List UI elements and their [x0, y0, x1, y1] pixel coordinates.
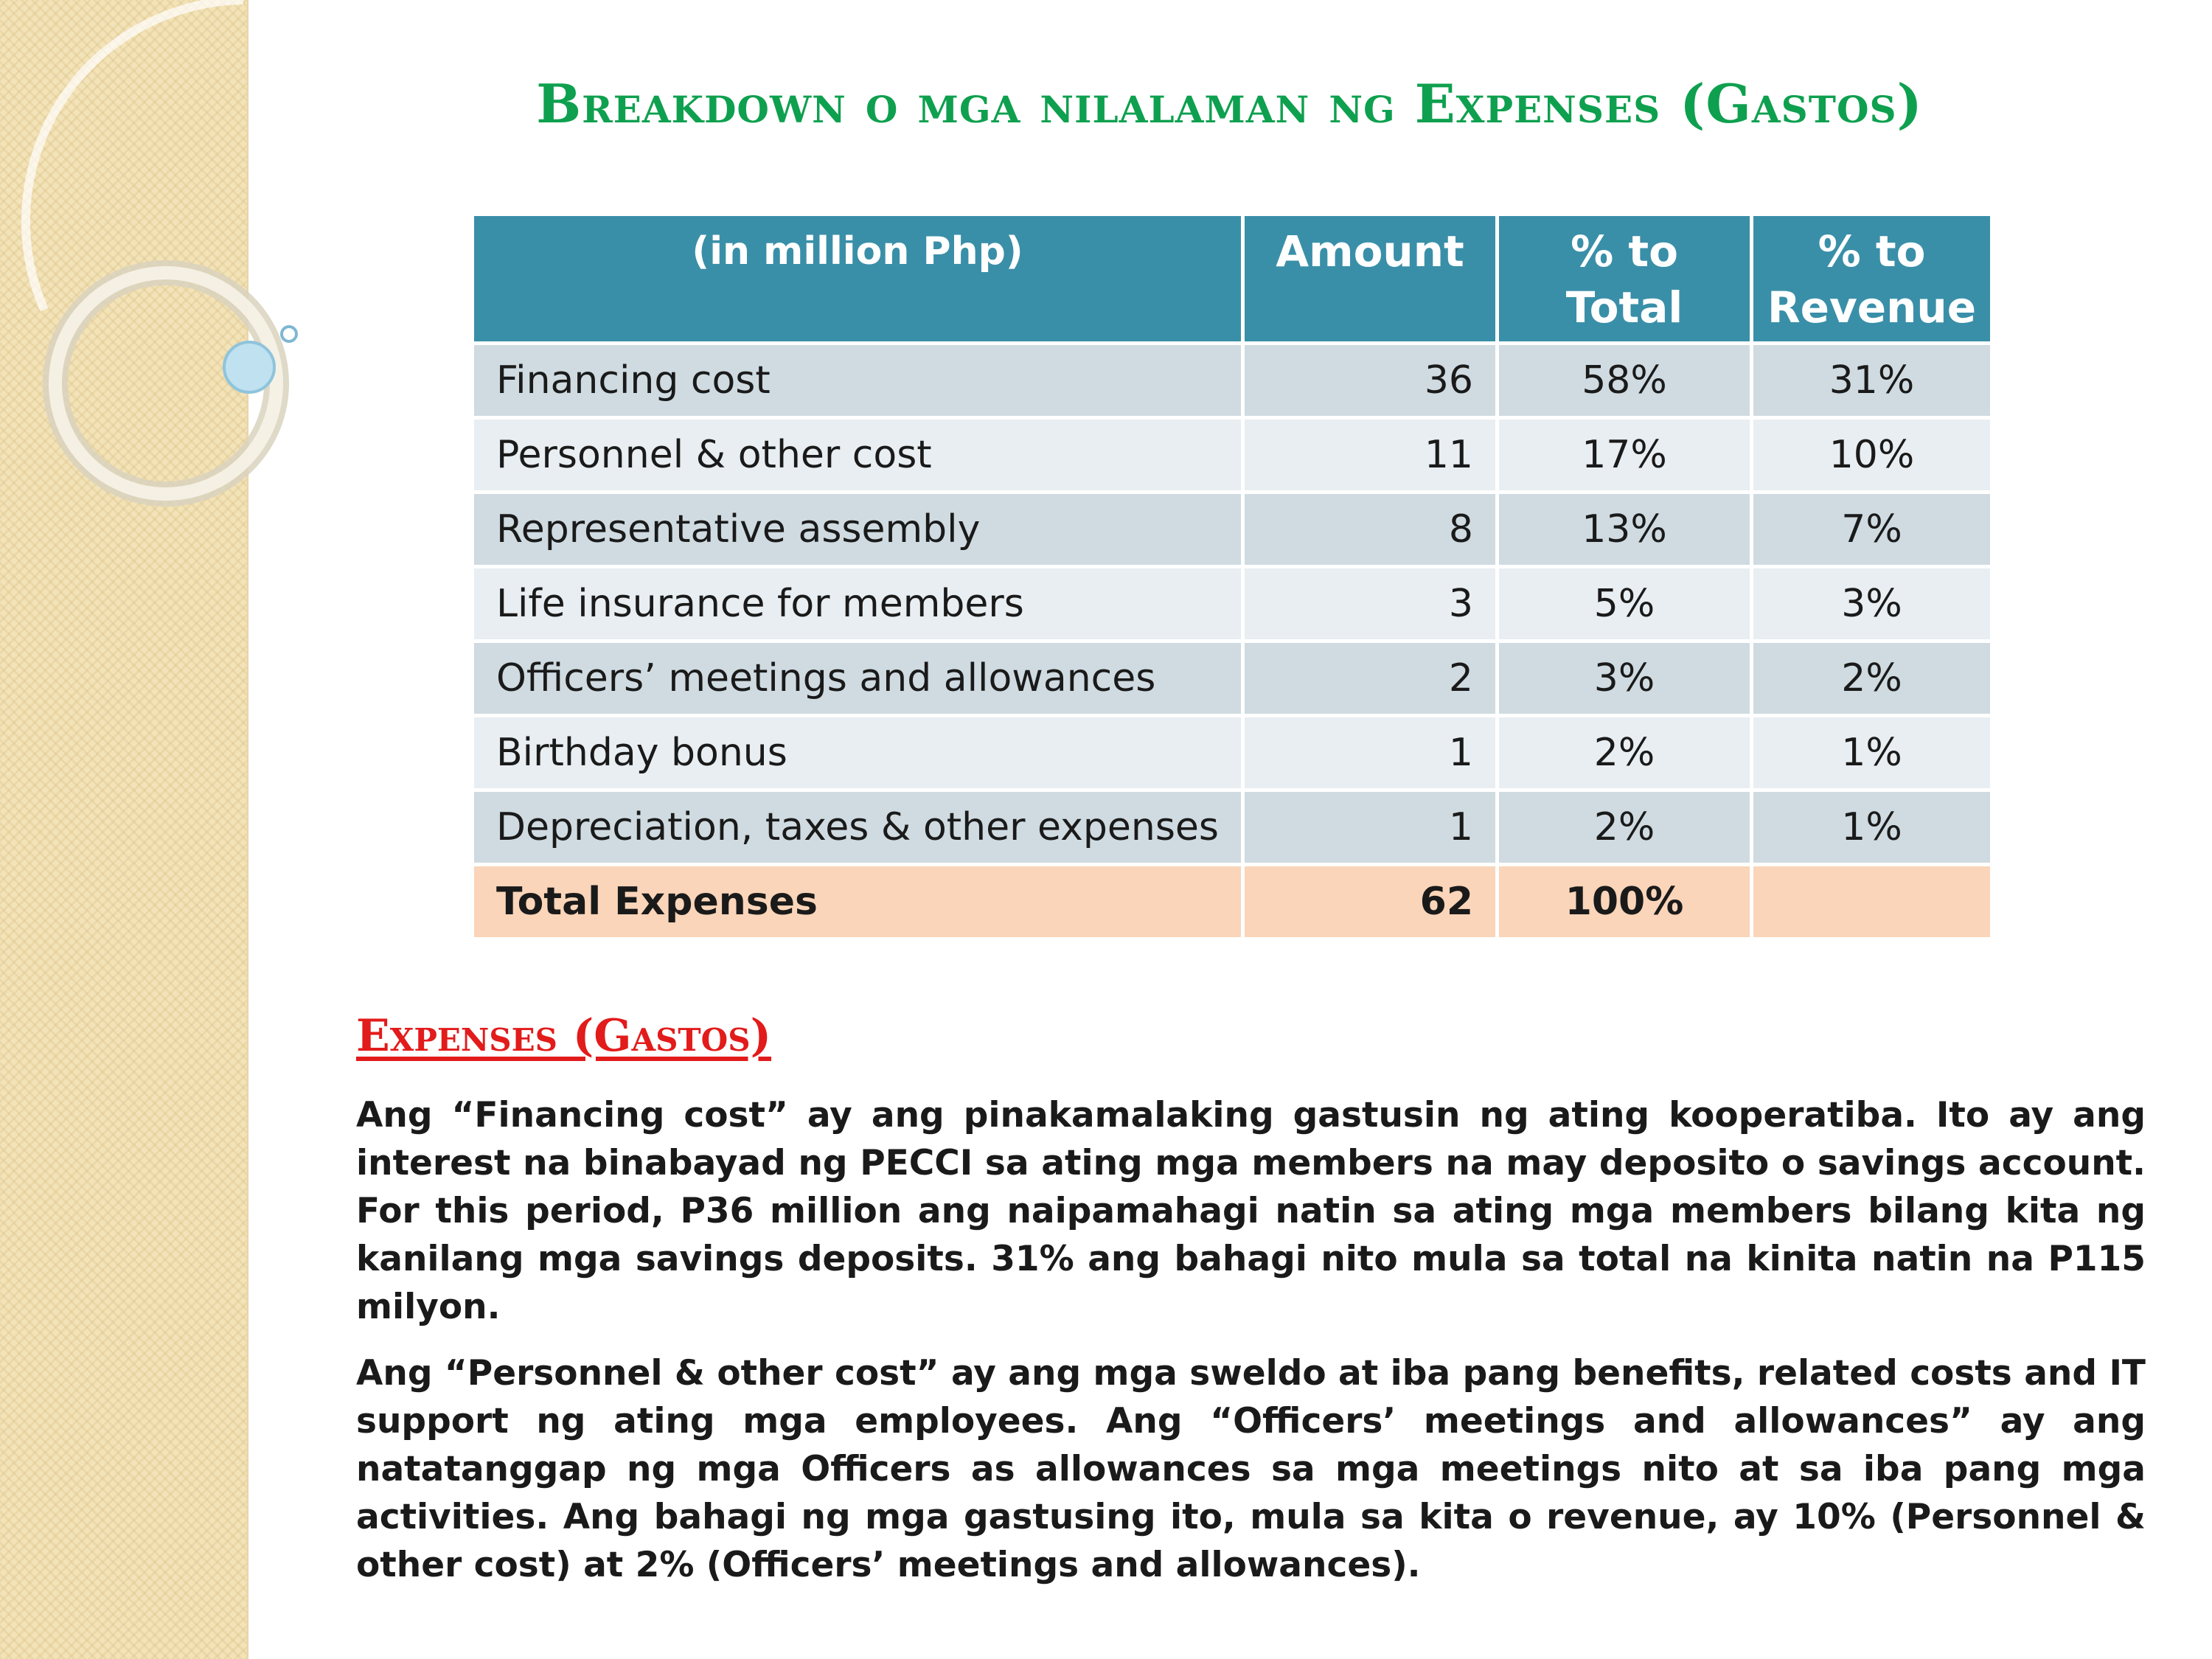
row-pct-total: 17%: [1499, 420, 1750, 490]
table-row: [474, 643, 1990, 714]
table-row: [474, 792, 1990, 863]
header-amount: Amount: [1245, 216, 1495, 341]
total-label: Total Expenses: [474, 866, 1241, 937]
header-label: (in million Php): [474, 216, 1241, 341]
row-label: Life insurance for members: [474, 568, 1241, 639]
row-pct-revenue: 1%: [1753, 717, 1990, 788]
row-amount: 1: [1245, 717, 1495, 788]
row-pct-total: 13%: [1499, 494, 1750, 565]
row-pct-total: 58%: [1499, 345, 1750, 416]
row-amount: 8: [1245, 494, 1495, 565]
header-pct-total: % to Total: [1499, 216, 1750, 341]
page-title: Breakdown o mga nilalaman ng Expenses (Gastos): [536, 72, 1923, 135]
table-row: [474, 568, 1990, 639]
row-pct-total: 5%: [1499, 568, 1750, 639]
row-pct-revenue: 3%: [1753, 568, 1990, 639]
row-pct-revenue: 1%: [1753, 792, 1990, 863]
paragraph-personnel-cost: Ang “Personnel & other cost” ay ang mga sweldo at iba pang benefits, related costs and IT support ng ating mga employees. Ang “Officers’ meetings and allowances” ay ang natatanggap ng mga Officers as allowances sa mga meetings nito at sa iba pang mga activities. Ang bahagi ng mga gastusing ito, mula sa kita o revenue, ay 10% (Personnel & other cost) at 2% (Officers’ meetings and allowances).: [356, 1353, 2146, 1585]
table-row: [474, 345, 1990, 416]
row-pct-total: 2%: [1499, 792, 1750, 863]
row-label: Representative assembly: [474, 494, 1241, 565]
row-amount: 3: [1245, 568, 1495, 639]
row-pct-revenue: 31%: [1753, 345, 1990, 416]
row-amount: 36: [1245, 345, 1495, 416]
row-amount: 11: [1245, 420, 1495, 490]
table-row: [474, 717, 1990, 788]
table-row: [474, 494, 1990, 565]
row-pct-total: 3%: [1499, 643, 1750, 714]
table-header-row: [474, 216, 1990, 341]
total-amount: 62: [1245, 866, 1495, 937]
total-pct-total: 100%: [1499, 866, 1750, 937]
expenses-table: [470, 212, 1994, 941]
total-pct-revenue: [1753, 866, 1990, 937]
total-row: [474, 866, 1990, 937]
row-pct-revenue: 10%: [1753, 420, 1990, 490]
row-label: Personnel & other cost: [474, 420, 1241, 490]
row-label: Officers’ meetings and allowances: [474, 643, 1241, 714]
row-label: Depreciation, taxes & other expenses: [474, 792, 1241, 863]
row-pct-revenue: 2%: [1753, 643, 1990, 714]
section-heading: Expenses (Gastos): [356, 1010, 771, 1062]
row-pct-total: 2%: [1499, 717, 1750, 788]
row-pct-revenue: 7%: [1753, 494, 1990, 565]
header-pct-revenue: % to Revenue: [1753, 216, 1990, 341]
row-label: Birthday bonus: [474, 717, 1241, 788]
row-label: Financing cost: [474, 345, 1241, 416]
row-amount: 2: [1245, 643, 1495, 714]
bubble-icon: [224, 342, 274, 392]
row-amount: 1: [1245, 792, 1495, 863]
paragraph-financing-cost: Ang “Financing cost” ay ang pinakamalaking gastusin ng ating kooperatiba. Ito ay ang interest na binabayad ng PECCI sa ating mga members na may deposito o savings account. For this period, P36 million ang naipamahagi natin sa ating mga members bilang kita ng kanilang mga savings deposits. 31% ang bahagi nito mula sa total na kinita natin na P115 milyon.: [356, 1095, 2146, 1327]
table-row: [474, 420, 1990, 490]
